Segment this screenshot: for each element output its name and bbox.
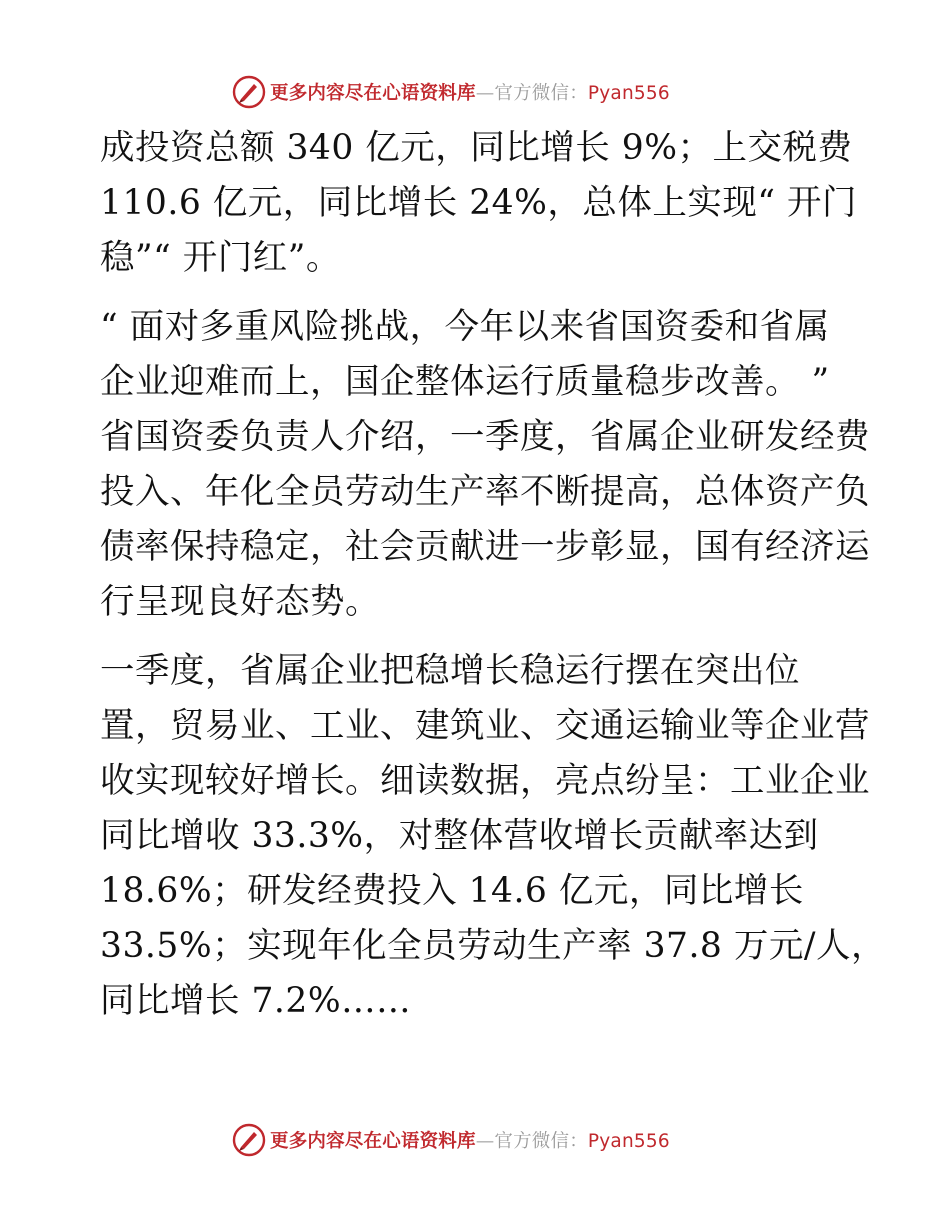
banner-dash: —	[475, 1131, 495, 1152]
banner-dash: —	[475, 83, 495, 104]
wechat-label: 官方微信：	[494, 83, 588, 104]
text-line: 置，贸易业、工业、建筑业、交通运输业等企业营	[100, 706, 870, 746]
text-line: 110.6 亿元，同比增长 24%，总体上实现“ 开门	[100, 183, 857, 223]
text-line: 同比增长 7.2%……	[100, 981, 412, 1021]
text-line: 同比增收 33.3%，对整体营收增长贡献率达到	[100, 816, 819, 856]
text-line: 债率保持稳定，社会贡献进一步彰显，国有经济运	[100, 527, 870, 567]
text-line: 18.6%；研发经费投入 14.6 亿元，同比增长	[100, 871, 804, 911]
text-line: 投入、年化全员劳动生产率不断提高，总体资产负	[100, 472, 870, 512]
banner-title: 更多内容尽在心语资料库	[270, 83, 476, 104]
footer-banner	[0, 1120, 950, 1160]
text-line: 稳”“ 开门红”。	[100, 238, 341, 278]
wechat-label: 官方微信：	[494, 1131, 588, 1152]
wechat-id: Pyan556	[587, 83, 670, 104]
text-line: 企业迎难而上，国企整体运行质量稳步改善。 ”	[100, 362, 830, 402]
text-line: 省国资委负责人介绍，一季度，省属企业研发经费	[100, 417, 870, 457]
pen-logo-icon	[232, 1123, 266, 1157]
header-banner	[0, 72, 950, 112]
text-line: 成投资总额 340 亿元，同比增长 9%；上交税费	[100, 128, 853, 168]
text-line: 一季度，省属企业把稳增长稳运行摆在突出位	[100, 651, 800, 691]
document-body	[100, 124, 886, 1032]
wechat-id: Pyan556	[587, 1131, 670, 1152]
banner-text	[270, 79, 670, 105]
pen-logo-icon	[232, 75, 266, 109]
paragraph	[100, 124, 860, 289]
banner-title: 更多内容尽在心语资料库	[270, 1131, 476, 1152]
text-line: 收实现较好增长。细读数据，亮点纷呈：工业企业	[100, 761, 870, 801]
banner-text	[270, 1127, 670, 1153]
text-line: 33.5%；实现年化全员劳动生产率 37.8 万元/人，	[100, 926, 886, 966]
text-line: “ 面对多重风险挑战，今年以来省国资委和省属	[100, 307, 830, 347]
paragraph	[100, 647, 886, 1032]
paragraph	[100, 303, 870, 633]
text-line: 行呈现良好态势。	[100, 582, 380, 622]
